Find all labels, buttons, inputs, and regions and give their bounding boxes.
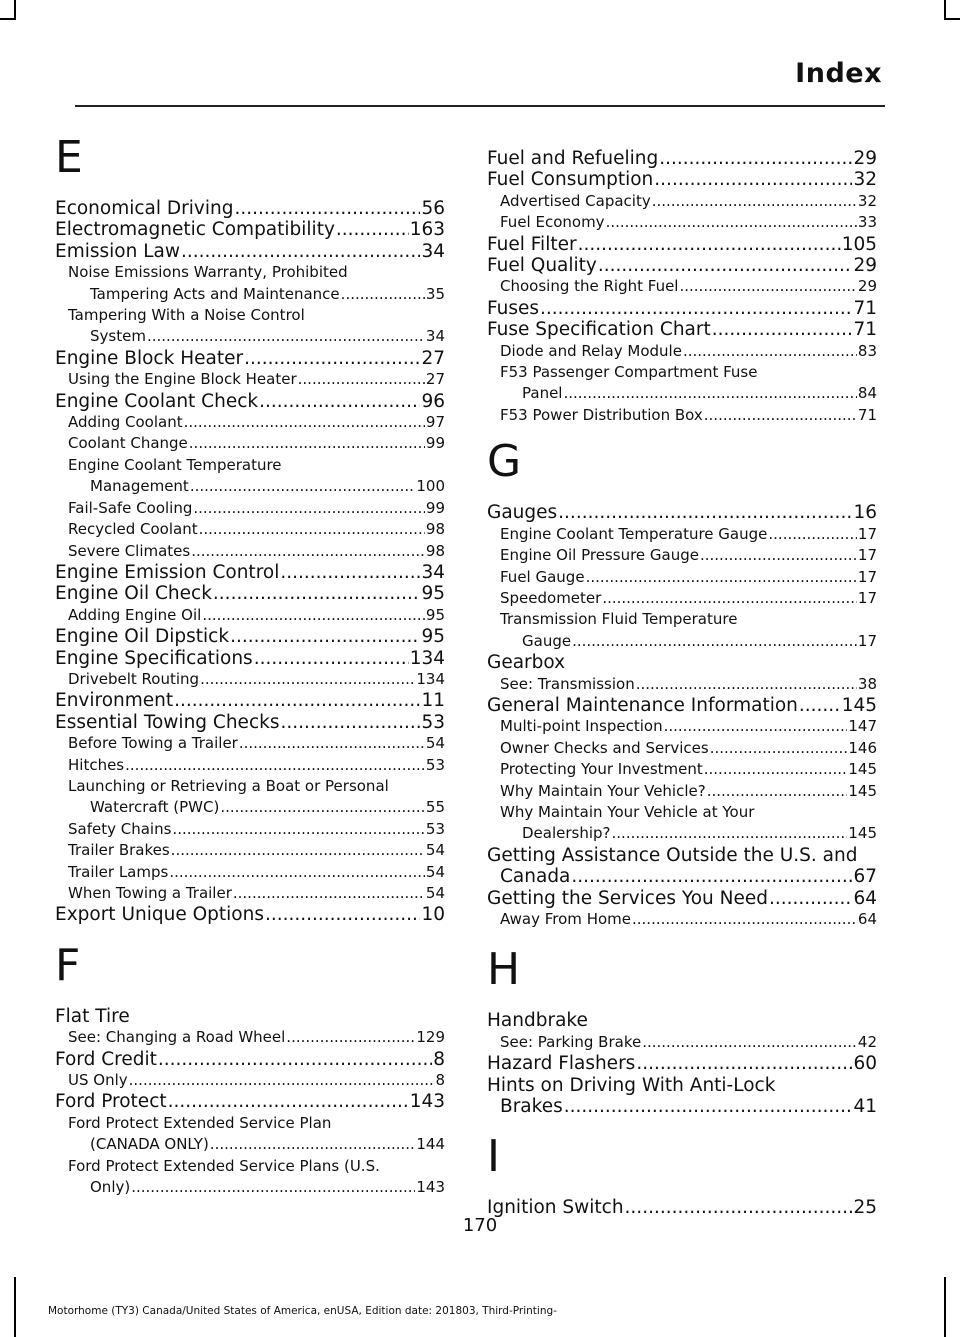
index-subentry[interactable]: Dealership? ..... 145 xyxy=(487,823,877,844)
crop-mark xyxy=(14,0,16,20)
section-letter: I xyxy=(487,1131,500,1183)
index-entry[interactable]: Fuel Filter ..... 105 xyxy=(487,234,877,255)
index-subentry[interactable]: Fail-Safe Cooling ..... 99 xyxy=(55,498,445,519)
index-subentry[interactable]: See: Changing a Road Wheel ..... 129 xyxy=(55,1027,445,1048)
index-entry[interactable]: Fuel and Refueling ..... 29 xyxy=(487,148,877,169)
index-entry-head: Flat Tire xyxy=(55,1005,130,1027)
index-subentry[interactable]: When Towing a Trailer ..... 54 xyxy=(55,883,445,904)
index-subentry[interactable]: Recycled Coolant ..... 98 xyxy=(55,519,445,540)
index-column-right xyxy=(487,148,877,1219)
index-subentry[interactable]: Tampering Acts and Maintenance ..... 35 xyxy=(55,284,445,305)
index-entry[interactable]: Ford Credit ..... 8 xyxy=(55,1049,445,1070)
index-entry[interactable]: Environment ..... 11 xyxy=(55,690,445,711)
index-entry[interactable]: Ignition Switch ..... 25 xyxy=(487,1197,877,1218)
index-subentry[interactable]: Engine Coolant Temperature Gauge ..... 17 xyxy=(487,524,877,545)
index-subentry[interactable]: Using the Engine Block Heater ..... 27 xyxy=(55,369,445,390)
index-entry[interactable]: Fuse Specification Chart ..... 71 xyxy=(487,319,877,340)
index-subentry-head: F53 Passenger Compartment Fuse xyxy=(500,363,758,382)
index-entry[interactable]: Economical Driving ..... 56 xyxy=(55,198,445,219)
index-entry[interactable]: Fuses ..... 71 xyxy=(487,298,877,319)
index-entry-head: Gearbox xyxy=(487,652,566,674)
index-entry[interactable]: Engine Emission Control ..... 34 xyxy=(55,562,445,583)
index-entry[interactable]: Engine Block Heater ..... 27 xyxy=(55,348,445,369)
index-subentry[interactable]: See: Parking Brake ..... 42 xyxy=(487,1032,877,1053)
index-subentry[interactable]: Fuel Economy ..... 33 xyxy=(487,212,877,233)
index-subentry[interactable]: Severe Climates ..... 98 xyxy=(55,541,445,562)
index-entry[interactable]: Essential Towing Checks ..... 53 xyxy=(55,712,445,733)
index-subentry[interactable]: Trailer Brakes ..... 54 xyxy=(55,840,445,861)
index-subentry-head: Why Maintain Your Vehicle at Your xyxy=(500,802,755,821)
index-subentry[interactable]: Protecting Your Investment ..... 145 xyxy=(487,759,877,780)
index-subentry-head: Engine Coolant Temperature xyxy=(68,455,282,474)
index-subentry[interactable]: US Only ..... 8 xyxy=(55,1070,445,1091)
crop-mark xyxy=(944,1277,946,1337)
index-subentry[interactable]: Multi-point Inspection ..... 147 xyxy=(487,716,877,737)
index-subentry[interactable]: Speedometer ..... 17 xyxy=(487,588,877,609)
index-subentry[interactable]: Panel ..... 84 xyxy=(487,383,877,404)
index-entry[interactable]: Engine Oil Dipstick ..... 95 xyxy=(55,626,445,647)
section-letter: H xyxy=(487,944,521,996)
index-subentry[interactable]: Advertised Capacity ..... 32 xyxy=(487,191,877,212)
index-subentry-head: Noise Emissions Warranty, Prohibited xyxy=(68,263,348,282)
index-subentry[interactable]: Hitches ..... 53 xyxy=(55,755,445,776)
index-subentry[interactable]: Before Towing a Trailer ..... 54 xyxy=(55,733,445,754)
page-title: Index xyxy=(795,58,882,89)
index-subentry[interactable]: (CANADA ONLY) ..... 144 xyxy=(55,1134,445,1155)
index-entry-head: Handbrake xyxy=(487,1010,588,1032)
section-letter: E xyxy=(55,132,83,183)
index-subentry[interactable]: Gauge ..... 17 xyxy=(487,631,877,652)
index-entry[interactable]: Ford Protect ..... 143 xyxy=(55,1091,445,1112)
index-subentry[interactable]: Choosing the Right Fuel ..... 29 xyxy=(487,276,877,297)
footer-edition-text: Motorhome (TY3) Canada/United States of America, enUSA, Edition date: 201803, Third-Printing- xyxy=(48,1305,557,1317)
index-entry[interactable]: Engine Oil Check ..... 95 xyxy=(55,583,445,604)
index-subentry[interactable]: Why Maintain Your Vehicle? ..... 145 xyxy=(487,781,877,802)
crop-mark xyxy=(0,18,16,20)
index-entry[interactable]: Electromagnetic Compatibility ..... 163 xyxy=(55,219,445,240)
index-subentry[interactable]: Watercraft (PWC) ..... 55 xyxy=(55,797,445,818)
index-subentry[interactable]: Owner Checks and Services ..... 146 xyxy=(487,738,877,759)
index-subentry[interactable]: Adding Engine Oil ..... 95 xyxy=(55,605,445,626)
index-entry[interactable]: Engine Coolant Check ..... 96 xyxy=(55,391,445,412)
index-entry[interactable]: Engine Specifications ..... 134 xyxy=(55,648,445,669)
index-entry-head: Hints on Driving With Anti-Lock xyxy=(487,1074,776,1096)
index-subentry-head: Ford Protect Extended Service Plans (U.S. xyxy=(68,1156,380,1175)
section-letter: F xyxy=(55,939,81,991)
index-entry[interactable]: Gauges ..... 16 xyxy=(487,502,877,523)
index-subentry[interactable]: Diode and Relay Module ..... 83 xyxy=(487,341,877,362)
index-subentry[interactable]: Drivebelt Routing ..... 134 xyxy=(55,669,445,690)
index-entry[interactable]: General Maintenance Information ..... 145 xyxy=(487,695,877,716)
index-subentry[interactable]: See: Transmission ..... 38 xyxy=(487,674,877,695)
index-subentry[interactable]: Engine Oil Pressure Gauge ..... 17 xyxy=(487,545,877,566)
index-entry[interactable]: Fuel Consumption ..... 32 xyxy=(487,169,877,190)
index-subentry[interactable]: Trailer Lamps ..... 54 xyxy=(55,862,445,883)
index-subentry[interactable]: Away From Home ..... 64 xyxy=(487,909,877,930)
index-entry-head: Getting Assistance Outside the U.S. and xyxy=(487,844,858,866)
index-entry[interactable]: Export Unique Options ..... 10 xyxy=(55,904,445,925)
page-number: 170 xyxy=(462,1215,498,1236)
index-subentry-head: Launching or Retrieving a Boat or Personal xyxy=(68,776,389,795)
index-subentry-head: Tampering With a Noise Control xyxy=(68,306,305,325)
index-subentry-head: Transmission Fluid Temperature xyxy=(500,610,738,629)
index-column-left xyxy=(55,132,445,1198)
crop-mark xyxy=(14,1277,16,1337)
index-entry[interactable]: Canada ..... 67 xyxy=(487,866,877,887)
section-letter: G xyxy=(487,436,522,488)
index-subentry[interactable]: Safety Chains ..... 53 xyxy=(55,819,445,840)
index-subentry[interactable]: Coolant Change ..... 99 xyxy=(55,433,445,454)
index-subentry[interactable]: System ..... 34 xyxy=(55,326,445,347)
index-entry[interactable]: Emission Law ..... 34 xyxy=(55,241,445,262)
index-entry[interactable]: Fuel Quality ..... 29 xyxy=(487,255,877,276)
header-rule xyxy=(75,105,885,107)
crop-mark xyxy=(944,0,946,20)
crop-mark xyxy=(944,18,960,20)
index-subentry-head: Ford Protect Extended Service Plan xyxy=(68,1113,332,1132)
index-subentry[interactable]: Management ..... 100 xyxy=(55,476,445,497)
index-subentry[interactable]: F53 Power Distribution Box ..... 71 xyxy=(487,405,877,426)
index-entry[interactable]: Getting the Services You Need ..... 64 xyxy=(487,888,877,909)
index-entry[interactable]: Brakes ..... 41 xyxy=(487,1096,877,1117)
index-entry[interactable]: Hazard Flashers ..... 60 xyxy=(487,1053,877,1074)
index-subentry[interactable]: Adding Coolant ..... 97 xyxy=(55,412,445,433)
index-subentry[interactable]: Fuel Gauge ..... 17 xyxy=(487,567,877,588)
index-subentry[interactable]: Only) ..... 143 xyxy=(55,1177,445,1198)
